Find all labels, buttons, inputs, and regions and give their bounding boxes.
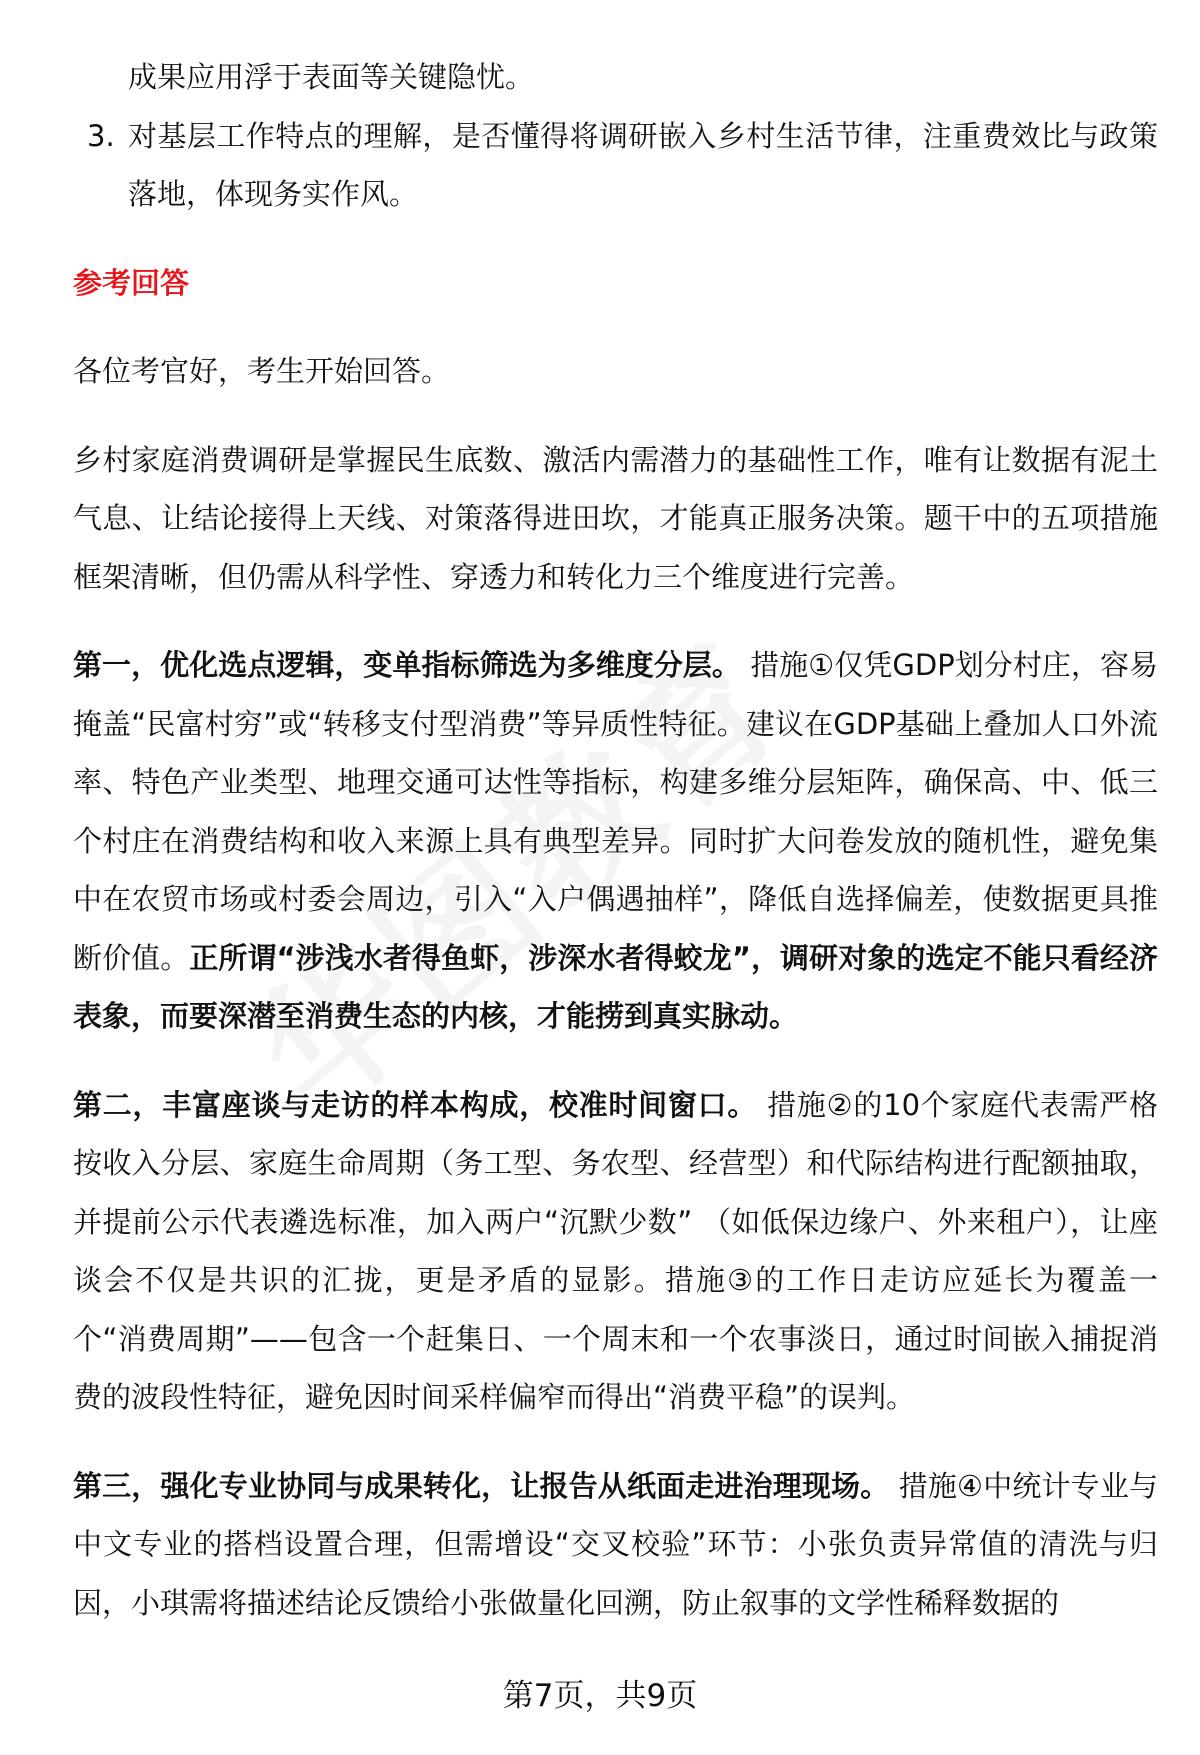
section-third [73,1457,1158,1633]
page-footer: 第7页，共9页 [502,1678,698,1714]
section-first-title: 第一，优化选点逻辑，变单指标筛选为多维度分层。 [73,648,741,682]
section-first [73,636,1158,1046]
section-second-title: 第二，丰富座谈与走访的样本构成，校准时间窗口。 [73,1087,758,1122]
document-page [73,48,1158,1632]
list-text: 对基层工作特点的理解，是否懂得将调研嵌入乡村生活节律，注重费效比与政策落地，体现务实作风。 [128,118,1158,211]
section-third-title: 第三，强化专业协同与成果转化，让报告从纸面走进治理现场。 [73,1468,890,1503]
section-second-body: 措施②的10个家庭代表需严格按收入分层、家庭生命周期（务工型、务农型、经营型）和代际结构进行配额抽取，并提前公示代表遴选标准，加入两户“沉默少数” （如低保边缘户、外来租户），让座谈会不仅是共识的汇拢，更是矛盾的显影。措施③的工作日走访应延长为覆盖一个“消费周期”——包含一个赶集日、一个周末和一个农事淡日，通过时间嵌入捕捉消费的波段性特征，避免因时间采样偏窄而得出“消费平稳”的误判。 [73,1087,1158,1414]
section-third-body: 措施④中统计专业与中文专业的搭档设置合理，但需增设“交叉校验”环节：小张负责异常值的清洗与归因，小琪需将描述结论反馈给小张做量化回溯，防止叙事的文学性稀释数据的 [73,1468,1158,1620]
list-item [73,107,1158,224]
list-number: 3. [87,118,115,153]
section-first-emphasis: 正所谓“涉浅水者得鱼虾，涉深水者得蛟龙”，调研对象的选定不能只看经济表象，而要深潜至消费生态的内核，才能捞到真实脉动。 [73,940,1158,1033]
intro-continuation: 成果应用浮于表面等关键隐忧。 [128,60,535,94]
reference-answer-heading: 参考回答 [73,265,190,300]
section-first-body: 措施①仅凭GDP划分村庄，容易掩盖“民富村穷”或“转移支付型消费”等异质性特征。建议在GDP基础上叠加人口外流率、特色产业类型、地理交通可达性等指标，构建多维分层矩阵，确保高、中、低三个村庄在消费结构和收入来源上具有典型差异。同时扩大问卷发放的随机性，避免集中在农贸市场或村委会周边，引入“入户偶遇抽样”，降低自选择偏差，使数据更具推断价值。 [73,648,1158,975]
overview-paragraph: 乡村家庭消费调研是掌握民生底数、激活内需潜力的基础性工作，唯有让数据有泥土气息、让结论接得上天线、对策落得进田坎，才能真正服务决策。题干中的五项措施框架清晰，但仍需从科学性、穿透力和转化力三个维度进行完善。 [73,442,1158,594]
greeting-paragraph: 各位考官好，考生开始回答。 [73,354,451,388]
section-second [73,1076,1158,1427]
